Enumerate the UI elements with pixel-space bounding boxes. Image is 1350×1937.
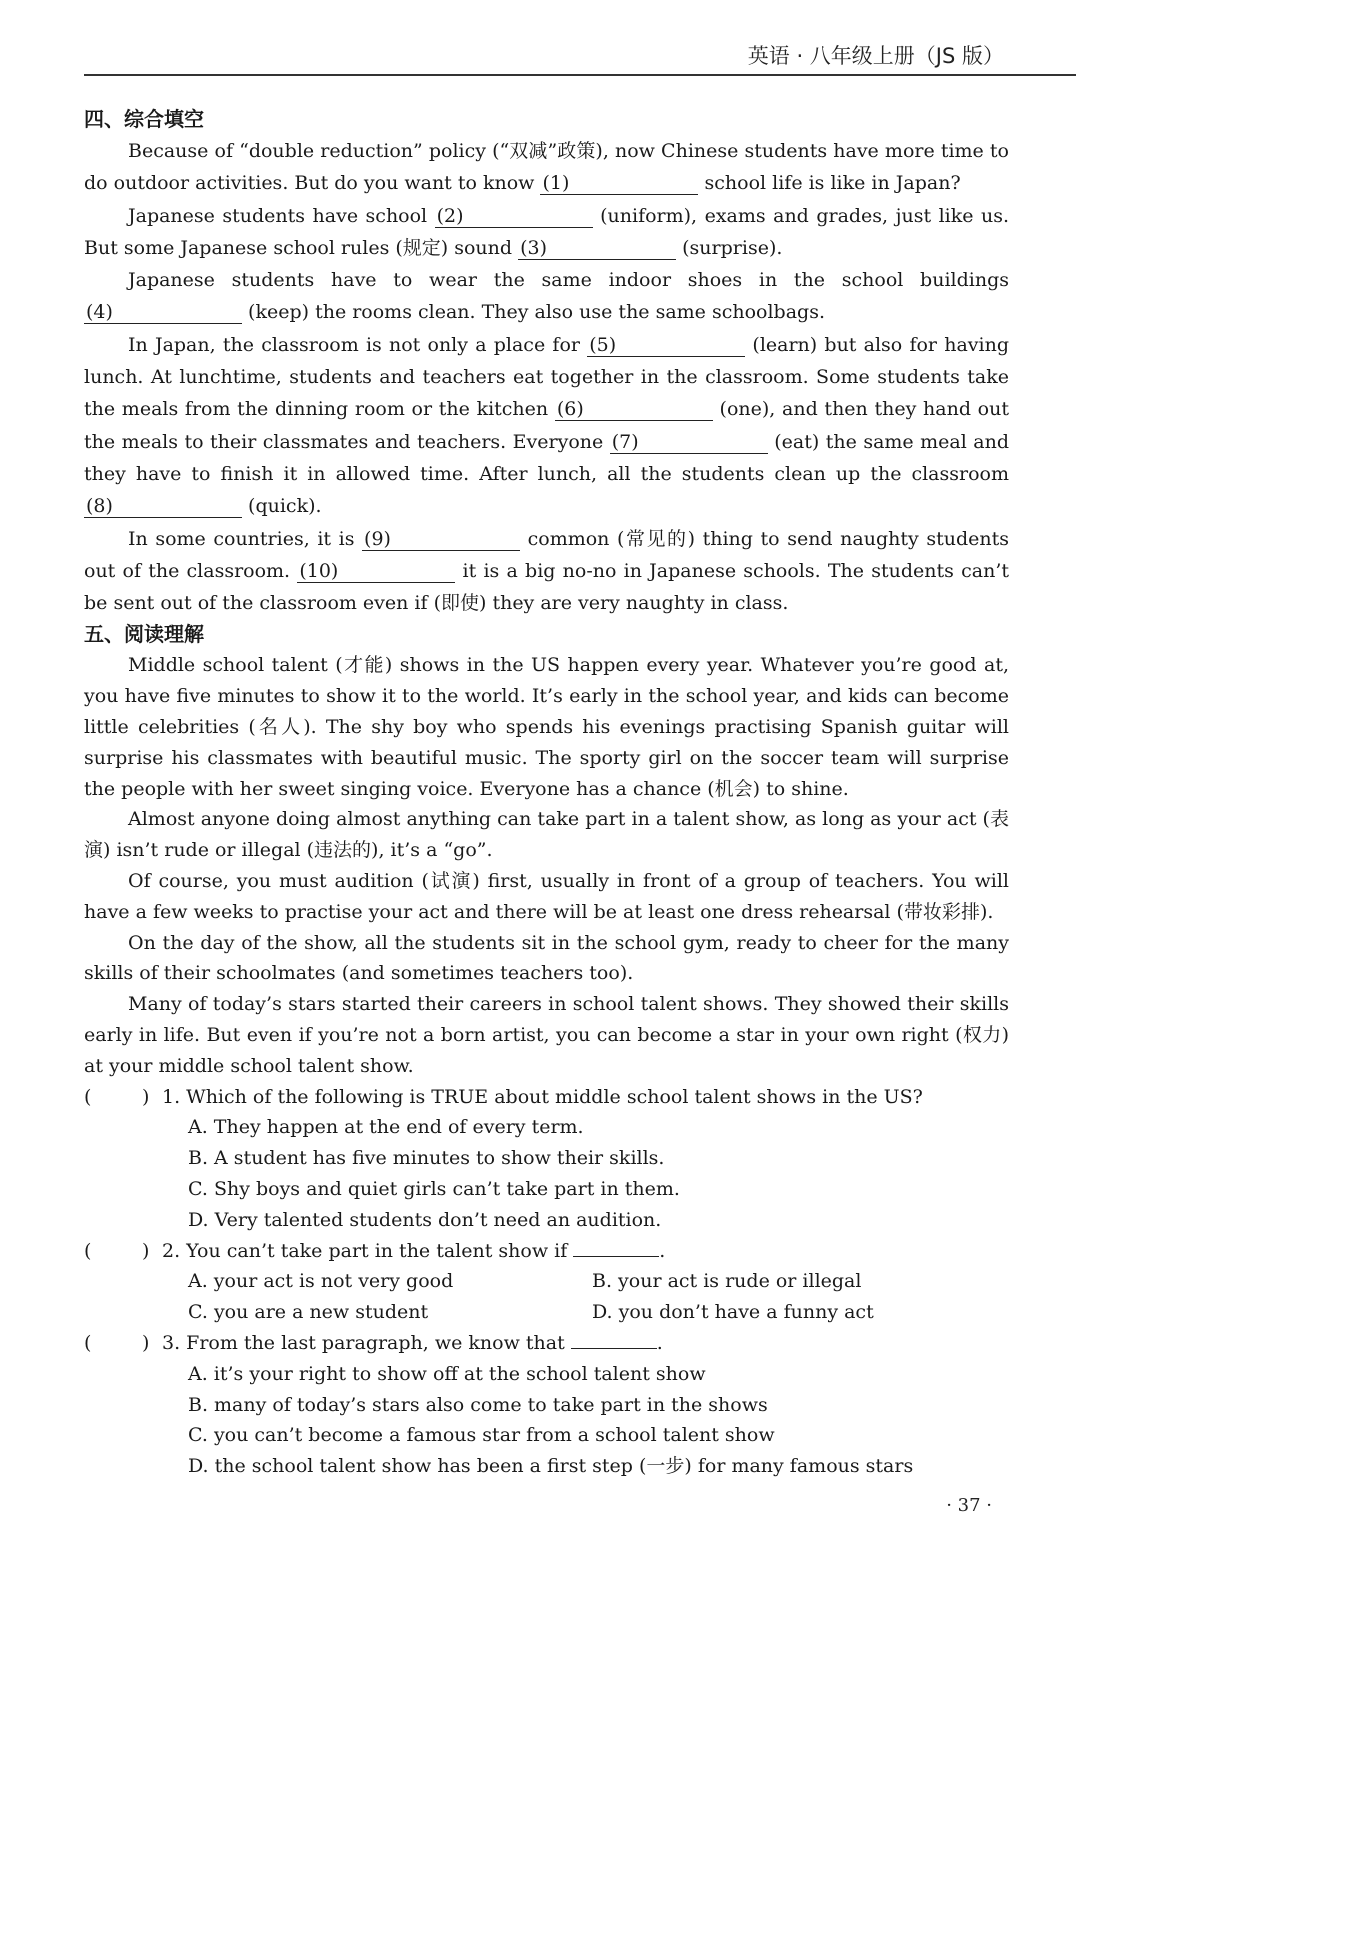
option-row (84, 1143, 1009, 1174)
answer-blank-7[interactable] (610, 431, 768, 454)
option-row (84, 1174, 1009, 1205)
option-row (84, 1451, 1009, 1482)
option-a[interactable]: A. your act is not very good (188, 1270, 454, 1293)
cloze-paragraph-3 (84, 264, 1009, 329)
blank-number: (10) (299, 559, 339, 582)
question-text: 3. From the last paragraph, we know that (162, 1331, 565, 1354)
option-row (84, 1390, 1009, 1421)
reading-paragraph: Many of today’s stars started their careers in school talent shows. They showed their skills early in life. But even if you’re not a born artist, you can become a star in your own right (权力) at your middle school talent show. (84, 993, 1009, 1077)
header-rule (84, 74, 1076, 76)
option-row (84, 1205, 1009, 1236)
option-d[interactable]: D. the school talent show has been a first step (一步) for many famous stars (188, 1455, 914, 1478)
answer-blank-5[interactable] (587, 334, 745, 357)
text-run: (one), and then they hand out the meals to their classmates and teachers. Everyone (84, 398, 1009, 453)
answer-blank-9[interactable] (362, 528, 520, 551)
question-end: . (656, 1331, 663, 1354)
option-b[interactable]: B. many of today’s stars also come to take part in the shows (188, 1393, 768, 1416)
option-row (84, 1266, 1009, 1297)
text-run: common (常见的) thing to send naughty students out of the classroom. (84, 527, 1009, 582)
cloze-paragraph-1 (84, 135, 1009, 200)
answer-blank-10[interactable] (297, 560, 455, 583)
page-number: · 37 · (946, 1495, 992, 1516)
question-blank (573, 1238, 659, 1257)
option-row (84, 1420, 1009, 1451)
option-c[interactable]: C. Shy boys and quiet girls can’t take part in them. (188, 1178, 680, 1200)
text-run: Japanese students have school (128, 204, 435, 227)
option-d[interactable]: D. Very talented students don’t need an audition. (188, 1208, 662, 1231)
option-a[interactable]: A. They happen at the end of every term. (188, 1116, 584, 1139)
blank-number: (5) (589, 333, 617, 356)
answer-paren-close: ) (142, 1239, 150, 1262)
answer-paren-close: ) (142, 1331, 150, 1354)
reading-paragraph: On the day of the show, all the students sit in the school gym, ready to cheer for the many skills of their schoolmates (and sometimes teachers too). (84, 931, 1009, 985)
text-run: (uniform), exams and grades, just like us. But some Japanese school rules (规定) sound (84, 204, 1009, 259)
answer-blank-4[interactable] (84, 301, 242, 324)
option-b[interactable]: B. your act is rude or illegal (592, 1270, 862, 1293)
blank-number: (8) (86, 495, 113, 518)
answer-paren-open[interactable]: ( (84, 1331, 92, 1354)
text-run: In some countries, it is (128, 527, 363, 550)
option-c[interactable]: C. you are a new student (188, 1301, 429, 1324)
question-end: . (659, 1239, 666, 1262)
text-run: In Japan, the classroom is not only a place for (128, 333, 588, 356)
option-c[interactable]: C. you can’t become a famous star from a school talent show (188, 1424, 775, 1447)
answer-paren-close: ) (142, 1085, 150, 1108)
text-run: (eat) the same meal and they have to finish it in allowed time. After lunch, all the students clean up the classroom (84, 430, 1009, 485)
answer-paren-open[interactable]: ( (84, 1239, 92, 1262)
page-content (84, 104, 1009, 1482)
answer-paren-open[interactable]: ( (84, 1085, 92, 1108)
question-text: 2. You can’t take part in the talent show if (162, 1239, 568, 1262)
question-1 (84, 1082, 1009, 1113)
text-run: (learn) but also for having lunch. At lunchtime, students and teachers eat together in the classroom. Some students take the meals from the dinning room or the kitchen (84, 333, 1009, 421)
blank-number: (6) (556, 398, 584, 421)
reading-paragraph: Middle school talent (才能) shows in the US happen every year. Whatever you’re good at, you have five minutes to show it to the world. It’s early in the school year, and kids can become little celebrities (名人). The shy boy who spends his evenings practising Spanish guitar will surprise his classmates with beautiful music. The sporty girl on the soccer team will surprise the people with her sweet singing voice. Everyone has a chance (机会) to shine. (84, 654, 1009, 800)
option-a[interactable]: A. it’s your right to show off at the school talent show (188, 1362, 706, 1385)
question-blank (571, 1330, 657, 1349)
question-3 (84, 1328, 1009, 1359)
cloze-paragraph-5 (84, 523, 1009, 620)
blank-number: (2) (436, 204, 464, 227)
option-d[interactable]: D. you don’t have a funny act (592, 1301, 874, 1324)
option-row (84, 1359, 1009, 1390)
blank-number: (7) (611, 430, 639, 453)
text-run: (quick). (242, 495, 322, 518)
cloze-paragraph-4 (84, 329, 1009, 523)
text-run: Because of “double reduction” policy (“双减”政策), now Chinese students have more time to do outdoor activities. But do you want to know (84, 140, 1009, 195)
option-b[interactable]: B. A student has five minutes to show their skills. (188, 1147, 665, 1170)
cloze-paragraph-2 (84, 200, 1009, 265)
book-title: 英语 · 八年级上册（JS 版） (747, 44, 1004, 68)
question-text-wrap (162, 1328, 663, 1359)
blank-number: (3) (520, 236, 548, 259)
blank-number: (4) (86, 301, 113, 324)
text-run: (surprise). (676, 236, 783, 259)
answer-blank-8[interactable] (84, 495, 242, 518)
blank-number: (9) (364, 527, 391, 550)
option-row (84, 1297, 1009, 1328)
text-run: it is a big no-no in Japanese schools. The students can’t be sent out of the classroom even if (即使) they are very naughty in class. (84, 559, 1009, 615)
section-heading-cloze: 四、综合填空 (84, 107, 204, 131)
reading-paragraph: Of course, you must audition (试演) first, usually in front of a group of teachers. You will have a few weeks to practise your act and there will be at least one dress rehearsal (带妆彩排). (84, 870, 1009, 923)
text-run: school life is like in Japan? (698, 172, 961, 195)
option-row (84, 1112, 1009, 1143)
answer-blank-1[interactable] (540, 172, 698, 195)
section-heading-reading: 五、阅读理解 (84, 622, 204, 647)
answer-blank-6[interactable] (555, 398, 713, 421)
question-text: 1. Which of the following is TRUE about middle school talent shows in the US? (162, 1085, 923, 1108)
question-2 (84, 1236, 1009, 1267)
question-text-wrap (162, 1236, 665, 1267)
reading-passage (84, 650, 1009, 1482)
answer-blank-3[interactable] (518, 237, 676, 260)
reading-paragraph: Almost anyone doing almost anything can take part in a talent show, as long as your act (表演) isn’t rude or illegal (违法的), it’s a “go”. (84, 808, 1009, 862)
text-run: (keep) the rooms clean. They also use the same schoolbags. (242, 301, 825, 324)
page-header (0, 0, 1100, 78)
blank-number: (1) (542, 172, 570, 195)
answer-blank-2[interactable] (435, 205, 593, 228)
text-run: Japanese students have to wear the same indoor shoes in the school buildings (128, 269, 1009, 292)
